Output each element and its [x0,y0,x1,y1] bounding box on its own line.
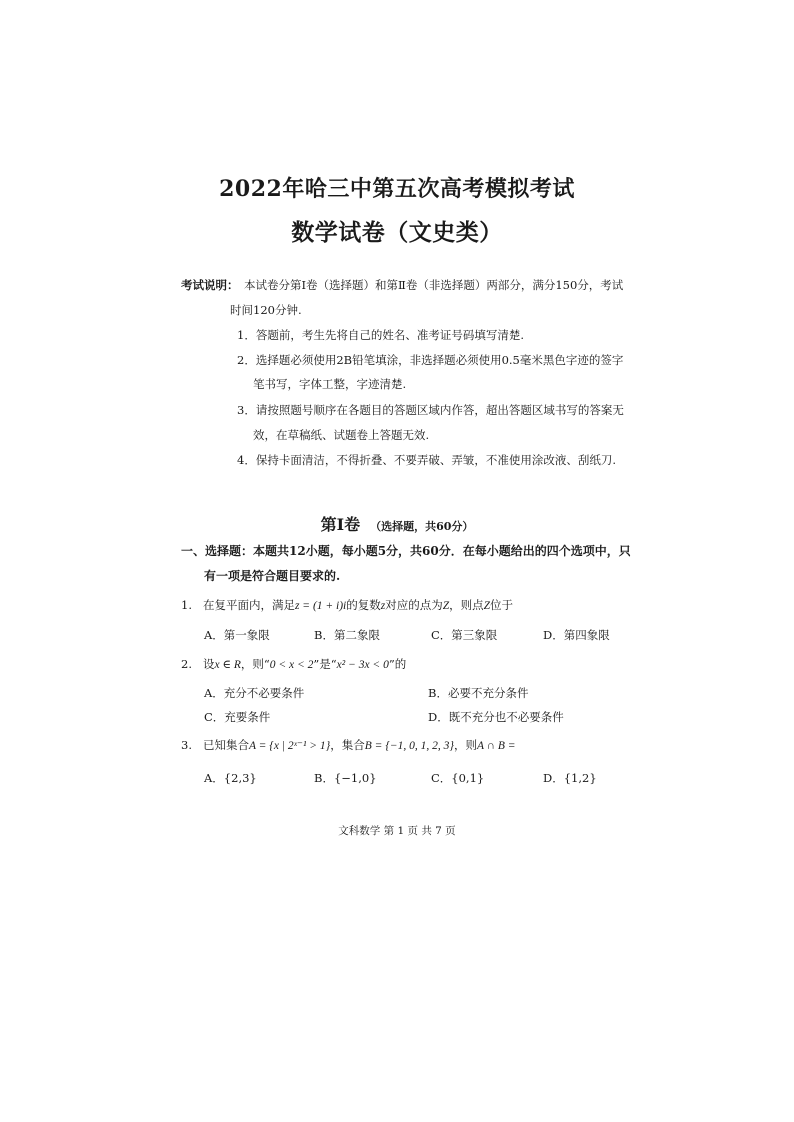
section-title-note: （选择题，共60分） [370,520,474,533]
q2-text-c: ”是“ [313,657,337,671]
q2-math-b: 0 < x < 2 [269,659,314,671]
q3-math-b: B = {−1, 0, 1, 2, 3} [364,740,455,752]
instruction-item-3-cont: 效，在草稿纸、试题卷上答题无效. [253,428,430,442]
question-3-stem [181,737,516,754]
question-2-stem [181,656,406,673]
instruction-item-4: 4．保持卡面清洁，不得折叠、不要弄破、弄皱，不准使用涂改液、刮纸刀. [237,453,616,467]
q1-text-e: 位于 [490,598,514,612]
q3-math-a: A = {x | 2ˣ⁻¹ > 1} [248,740,331,752]
q1-text-a: 在复平面内，满足 [202,598,295,612]
q3-option-d: D．{1,2} [543,771,597,785]
q3-option-a: A．{2,3} [204,771,257,785]
section-heading-line2: 有一项是符合题目要求的. [204,569,341,583]
q2-option-c: C．充要条件 [204,710,271,724]
q1-option-c: C．第三象限 [431,628,498,642]
q1-math-d: Z [483,600,491,612]
q1-text-c: 对应的点为 [385,598,443,612]
q1-option-d: D．第四象限 [543,628,610,642]
q2-option-b: B．必要不充分条件 [428,686,529,700]
q2-math-c: x² − 3x < 0 [336,659,389,671]
exam-title: 2022年哈三中第五次高考模拟考试 [219,176,575,202]
section-heading-line1: 一、选择题：本题共12小题，每小题5分，共60分．在每小题给出的四个选项中，只 [181,544,631,558]
q1-option-b: B．第二象限 [314,628,380,642]
q1-math-b: z [380,600,386,612]
q2-option-d: D．既不充分也不必要条件 [428,710,564,724]
question-number: 1. [181,598,192,612]
question-number: 2. [181,657,192,671]
instruction-item-1: 1．答题前，考生先将自己的姓名、准考证号码填写清楚. [237,328,524,342]
q3-option-c: C．{0,1} [431,771,485,785]
q2-text-d: ”的 [388,657,407,671]
exam-subtitle: 数学试卷（文史类） [291,219,503,246]
q2-option-a: A．充分不必要条件 [204,686,305,700]
q2-math-a: x ∈ R [214,659,241,671]
question-number: 3. [181,738,192,752]
q3-text-c: ，则 [454,738,478,752]
q1-text-b: 的复数 [346,598,381,612]
q1-option-a: A．第一象限 [204,628,270,642]
instructions-intro-line1: 本试卷分第Ⅰ卷（选择题）和第Ⅱ卷（非选择题）两部分，满分150分，考试 [244,278,624,292]
q3-text-a: 已知集合 [202,738,249,752]
instruction-item-3: 3．请按照题号顺序在各题目的答题区域内作答，超出答题区域书写的答案无 [237,403,624,417]
instructions-intro-line2: 时间120分钟. [230,303,302,317]
q3-math-c: A ∩ B = [477,740,516,752]
q3-option-b: B．{−1,0} [314,771,377,785]
q1-math-a: z = (1 + i)i [294,600,347,612]
q3-text-b: ，集合 [330,738,365,752]
page-footer: 文科数学 第 1 页 共 7 页 [338,825,456,837]
q2-text-a: 设 [202,657,215,671]
question-1-stem [181,597,513,614]
section-title-main: 第Ⅰ卷 [320,515,361,534]
q2-text-b: ，则“ [240,657,270,671]
instruction-item-2-cont: 笔书写，字体工整，字迹清楚. [253,377,407,391]
instructions-label: 考试说明： [181,278,239,292]
q1-text-d: ，则点 [449,598,484,612]
instruction-item-2: 2．选择题必须使用2B铅笔填涂，非选择题必须使用0.5毫米黑色字迹的签字 [237,353,624,367]
q1-math-c: Z [442,600,450,612]
section-title [0,512,794,535]
